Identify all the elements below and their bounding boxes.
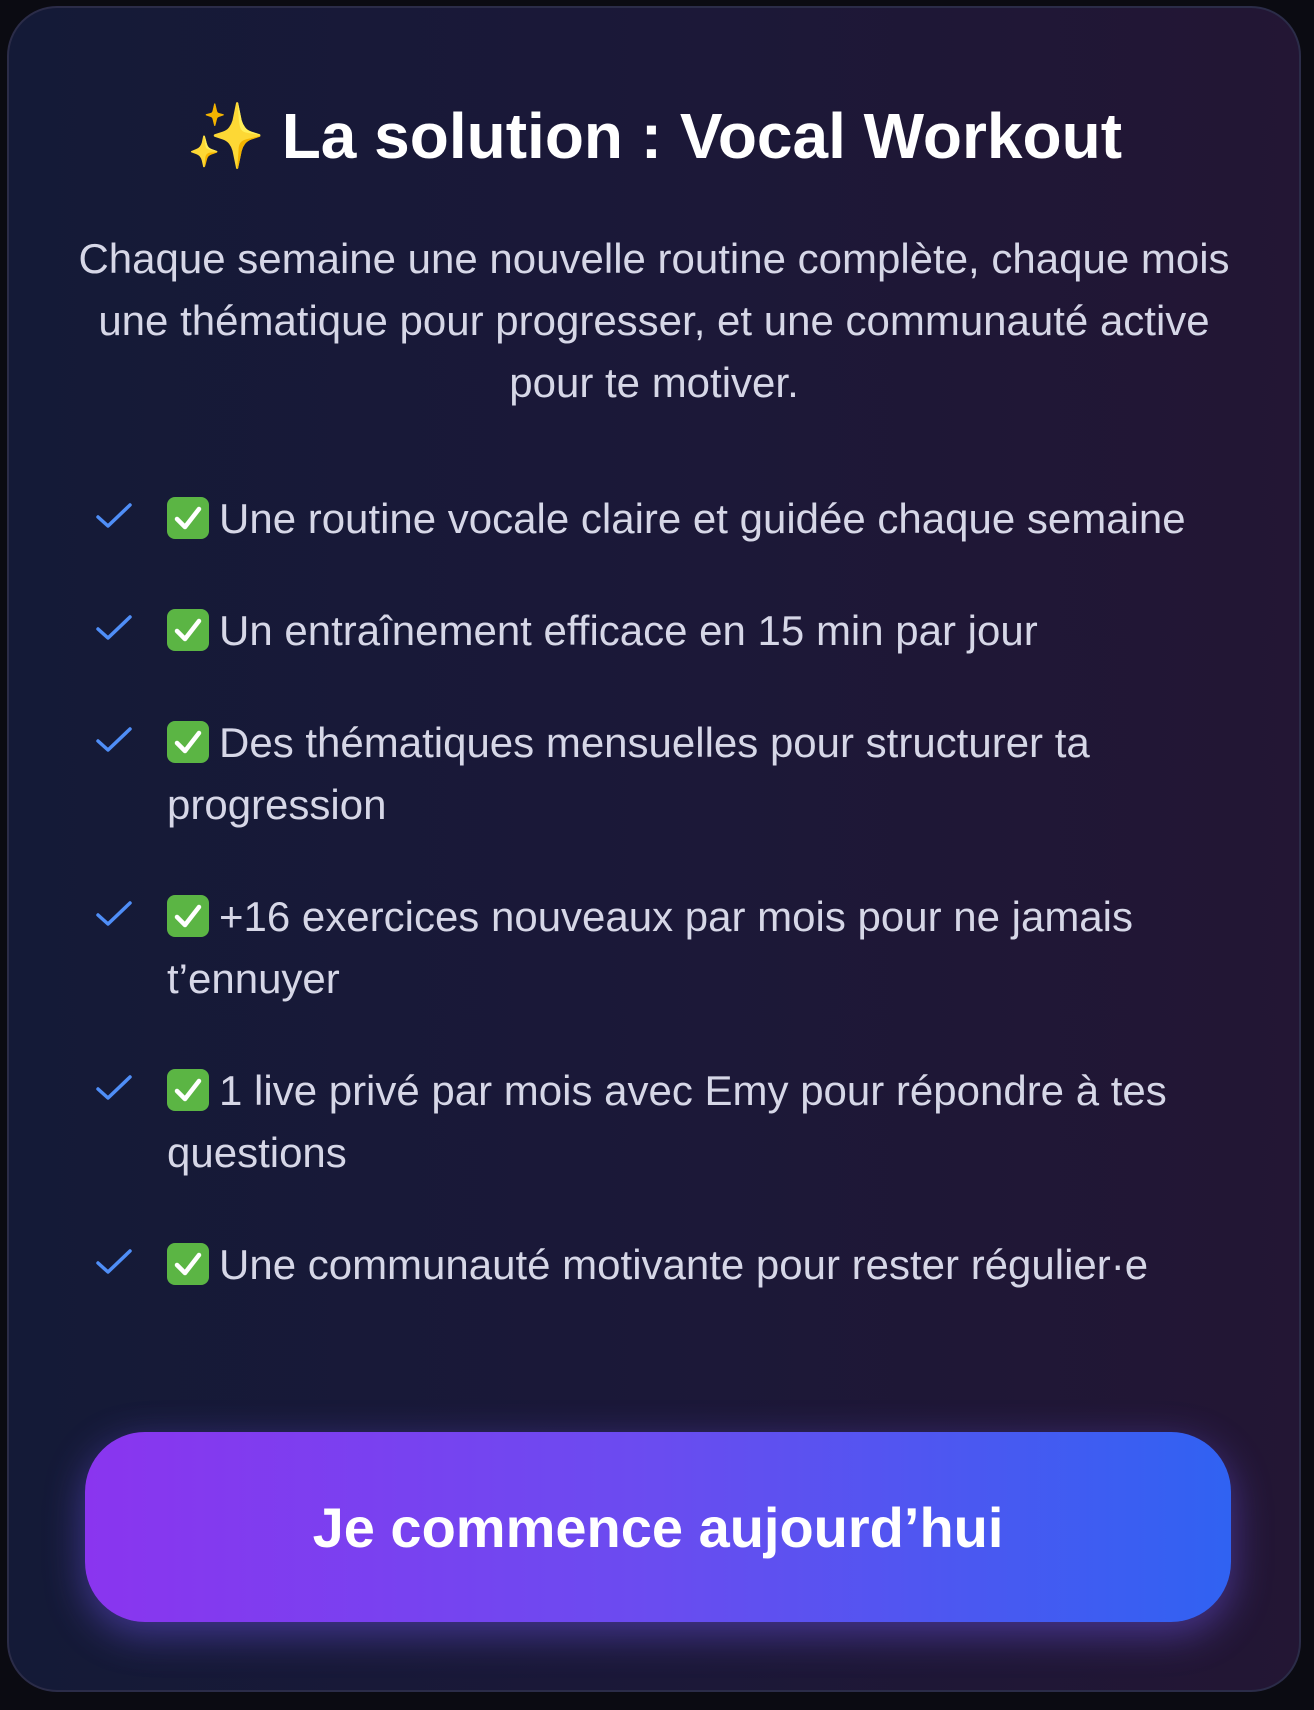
feature-item — [89, 1060, 1229, 1184]
feature-text: Une communauté motivante pour rester régulier·e — [219, 1241, 1149, 1288]
checkmark-icon — [95, 726, 133, 754]
feature-item — [89, 488, 1229, 550]
checkmark-icon — [95, 1248, 133, 1276]
sparkles-icon: ✨ — [186, 100, 266, 174]
checkmark-icon — [95, 614, 133, 642]
feature-text: 1 live privé par mois avec Emy pour répondre à tes questions — [167, 1067, 1167, 1176]
checkmark-icon — [95, 1074, 133, 1102]
solution-card — [7, 6, 1301, 1692]
feature-text: Une routine vocale claire et guidée chaque semaine — [219, 495, 1186, 542]
card-title — [9, 96, 1299, 177]
check-box-emoji-icon — [167, 497, 209, 539]
feature-list — [89, 488, 1229, 1346]
card-intro: Chaque semaine une nouvelle routine complète, chaque mois une thématique pour progresser, et une communauté active pour te motiver. — [78, 235, 1230, 406]
start-today-button[interactable]: Je commence aujourd’hui — [85, 1432, 1231, 1622]
check-box-emoji-icon — [167, 1069, 209, 1111]
feature-text: Des thématiques mensuelles pour structurer ta progression — [167, 719, 1090, 828]
feature-text: +16 exercices nouveaux par mois pour ne jamais t’ennuyer — [167, 893, 1133, 1002]
feature-item — [89, 1234, 1229, 1296]
check-box-emoji-icon — [167, 1243, 209, 1285]
check-box-emoji-icon — [167, 895, 209, 937]
feature-text: Un entraînement efficace en 15 min par jour — [219, 607, 1038, 654]
checkmark-icon — [95, 502, 133, 530]
check-box-emoji-icon — [167, 609, 209, 651]
feature-item — [89, 712, 1229, 836]
checkmark-icon — [95, 900, 133, 928]
card-title-text: La solution : Vocal Workout — [281, 100, 1122, 172]
feature-item — [89, 600, 1229, 662]
check-box-emoji-icon — [167, 721, 209, 763]
feature-item — [89, 886, 1229, 1010]
